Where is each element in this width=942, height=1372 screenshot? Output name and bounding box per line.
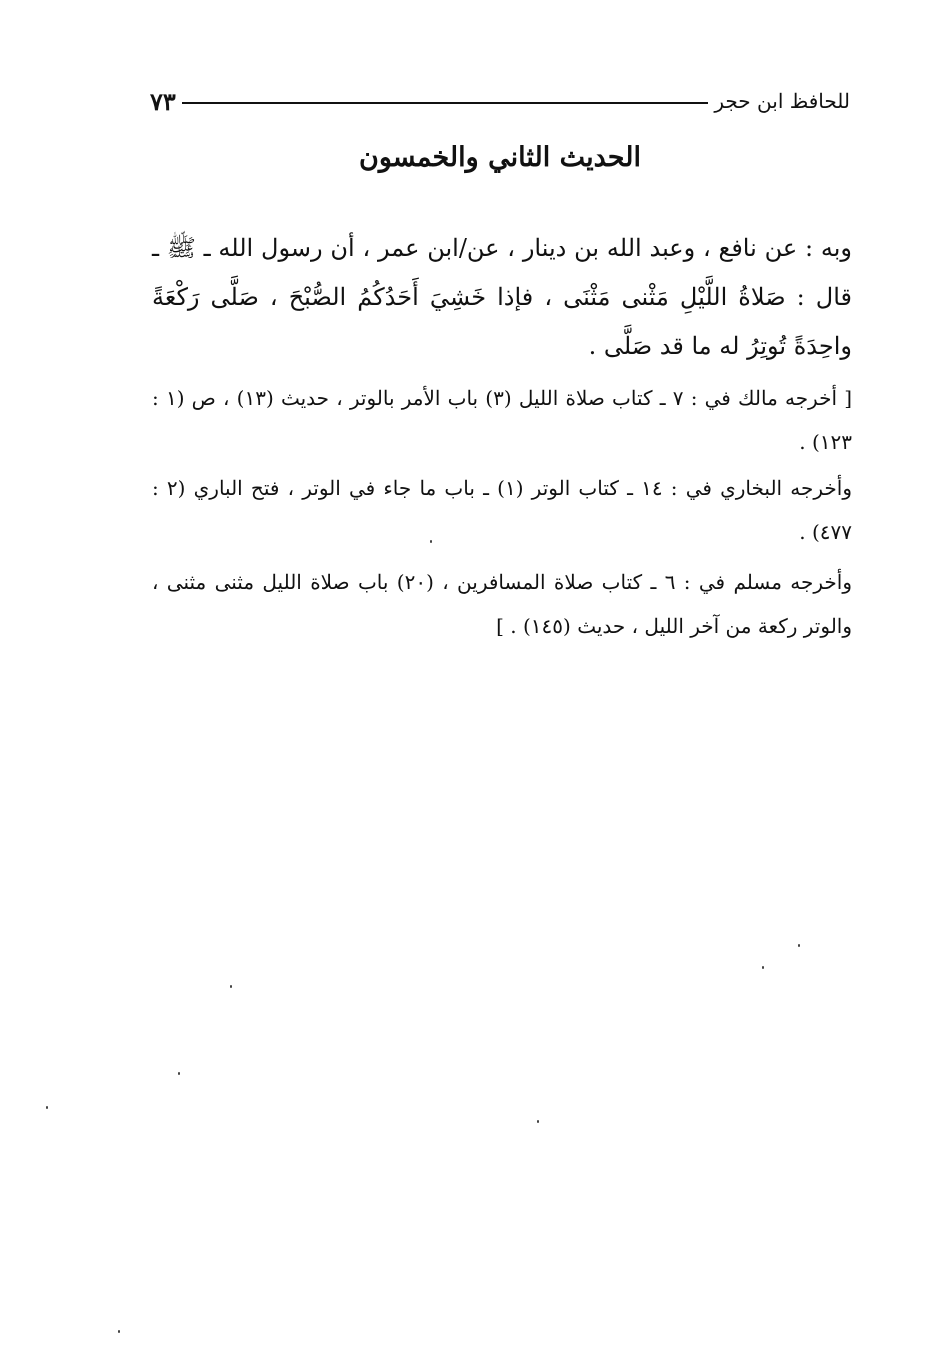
takhrij-muslim-text: وأخرجه مسلم في : ٦ ـ كتاب صلاة المسافرين ، (٢٠) باب صلاة الليل مثنى مثنى ، والوتر ركعة من آخر الليل ، حديث (١٤٥) . ] [152, 570, 852, 638]
scan-speck [430, 540, 432, 543]
scan-speck [537, 1120, 539, 1123]
takhrij-malik [152, 376, 852, 464]
running-header [150, 84, 850, 118]
takhrij-malik-text: [ أخرجه مالك في : ٧ ـ كتاب صلاة الليل (٣) باب الأمر بالوتر ، حديث (١٣) ، ص (١ : ١٢٣) . [152, 386, 853, 454]
scan-speck [118, 1330, 120, 1333]
takhrij-bukhari-text: وأخرجه البخاري في : ١٤ ـ كتاب الوتر (١) ـ باب ما جاء في الوتر ، فتح الباري (٢ : ٤٧٧) . [152, 476, 852, 544]
scan-speck [46, 1106, 48, 1109]
takhrij-bukhari [152, 466, 852, 554]
takhrij-muslim [152, 560, 852, 648]
scan-speck [798, 944, 800, 947]
scan-speck [762, 966, 764, 969]
running-title: للحافظ ابن حجر [714, 89, 850, 113]
page-number: ٧٣ [150, 86, 176, 116]
scan-speck [178, 1072, 180, 1075]
header-rule [182, 102, 709, 104]
scan-speck [230, 985, 232, 988]
hadith-text-block [152, 224, 852, 371]
hadith-title: الحديث الثاني والخمسون [359, 142, 641, 173]
hadith-text: وبه : عن نافع ، وعبد الله بن دينار ، عن/ابن عمر ، أن رسول الله ـ ﷺ ـ قال : صَلاةُ اللَّيْلِ مَثْنى مَثْنَى ، فإذا خَشِيَ أَحَدُكُمُ الصُّبْحَ ، صَلَّى رَكْعَةً واحِدَةً تُوتِرُ له ما قد صَلَّى . [152, 234, 852, 360]
